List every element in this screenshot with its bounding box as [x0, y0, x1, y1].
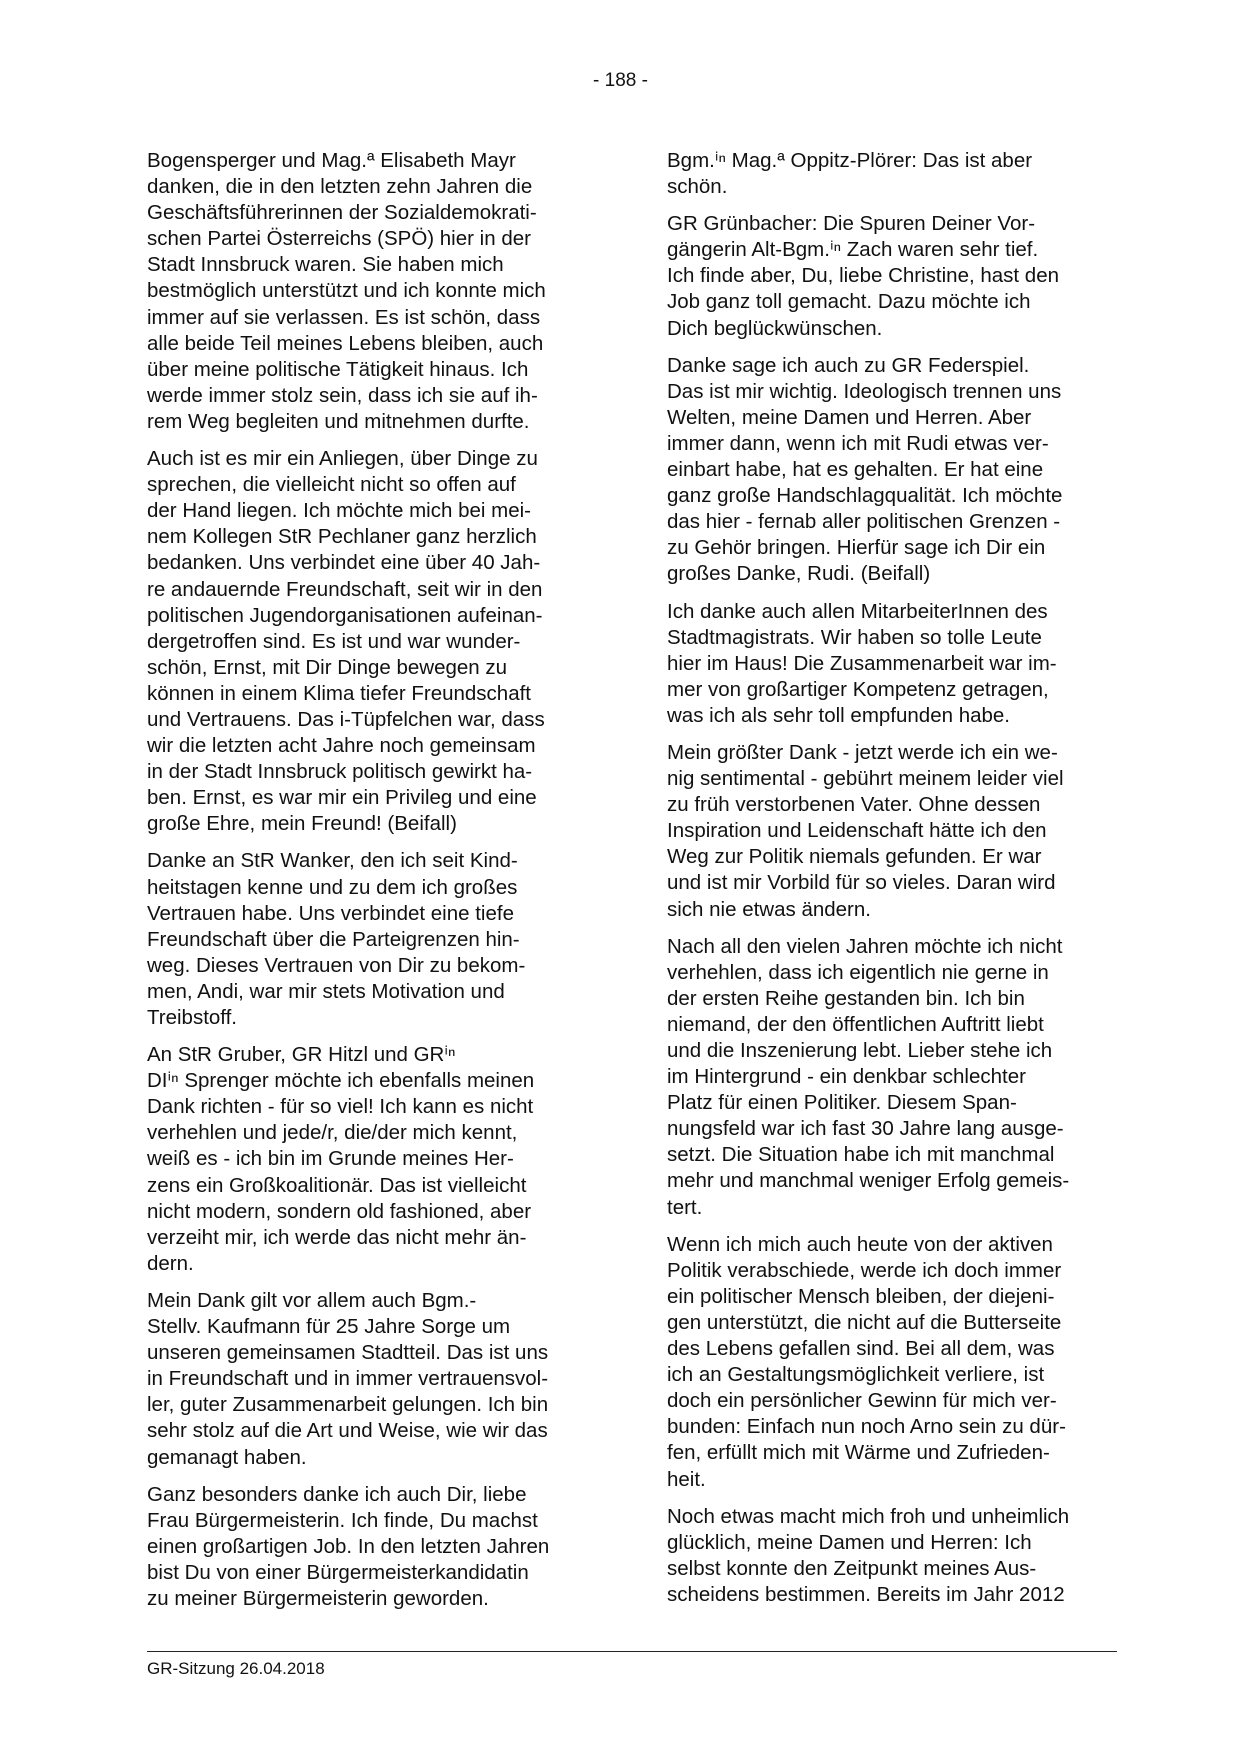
paragraph: Danke sage ich auch zu GR Federspiel. Das ist mir wichtig. Ideologisch trennen uns Welten, meine Damen und Herren. Aber immer dann, wenn ich mit Rudi etwas ver- einbart habe, hat es gehalten. Er hat eine ganz große Handschlagqualität. Ich möchte das hier - fernab aller politischen Grenzen - zu Gehör bringen. Hierfür sage ich Dir ein großes Danke, Rudi. (Beifall): [667, 353, 1063, 586]
paragraph: Noch etwas macht mich froh und unheimlich glücklich, meine Damen und Herren: Ich selbst konnte den Zeitpunkt meines Aus- scheidens bestimmen. Bereits im Jahr 2012: [667, 1504, 1070, 1606]
right-column: [667, 148, 1127, 1619]
page-number: - 188 -: [593, 70, 648, 91]
paragraph: Auch ist es mir ein Anliegen, über Dinge zu sprechen, die vielleicht nicht so offen auf der Hand liegen. Ich möchte mich bei mei- nem Kollegen StR Pechlaner ganz herzlich bedanken. Uns verbindet eine über 40 Jah- re andauernde Freundschaft, seit wir in den politischen Jugendorganisationen aufeinan- dergetroffen sind. Es ist und war wunder- schön, Ernst, mit Dir Dinge bewegen zu können in einem Klima tiefer Freundschaft und Vertrauens. Das i-Tüpfelchen war, dass wir die letzten acht Jahre noch gemeinsam in der Stadt Innsbruck politisch gewirkt ha- ben. Ernst, es war mir ein Privileg und eine große Ehre, mein Freund! (Beifall): [147, 447, 545, 836]
paragraph: Nach all den vielen Jahren möchte ich nicht verhehlen, dass ich eigentlich nie gerne in der ersten Reihe gestanden bin. Ich bin niemand, der den öffentlichen Auftritt liebt und die Inszenierung lebt. Lieber stehe ich im Hintergrund - ein denkbar schlechter Platz für einen Politiker. Diesem Span- nungsfeld war ich fast 30 Jahre lang ausge- setzt. Die Situation habe ich mit manchmal mehr und manchmal weniger Erfolg gemeis- tert.: [667, 934, 1070, 1219]
footer-session-date: GR-Sitzung 26.04.2018: [147, 1659, 325, 1678]
paragraph: Ganz besonders danke ich auch Dir, liebe Frau Bürgermeisterin. Ich finde, Du machst einen großartigen Job. In den letzten Jahren bist Du von einer Bürgermeisterkandidatin zu meiner Bürgermeisterin geworden.: [147, 1482, 550, 1610]
paragraph: Ich danke auch allen MitarbeiterInnen des Stadtmagistrats. Wir haben so tolle Leute hier im Haus! Die Zusammenarbeit war im- mer von großartiger Kompetenz getragen, was ich als sehr toll empfunden habe.: [667, 599, 1057, 727]
footer-divider: [147, 1651, 1117, 1652]
paragraph: Wenn ich mich auch heute von der aktiven Politik verabschiede, werde ich doch immer ein politischer Mensch bleiben, der diejeni- gen unterstützt, die nicht auf die Butterseite des Lebens gefallen sind. Bei all dem, was ich an Gestaltungsmöglichkeit verliere, ist doch ein persönlicher Gewinn für mich ver- bunden: Einfach nun noch Arno sein zu dür- fen, erfüllt mich mit Wärme und Zufrieden- heit.: [667, 1232, 1066, 1491]
paragraph: An StR Gruber, GR Hitzl und GRⁱⁿ DIⁱⁿ Sprenger möchte ich ebenfalls meinen Dank richten - für so viel! Ich kann es nicht verhehlen und jede/r, die/der mich kennt, weiß es - ich bin im Grunde meines Her- zens ein Großkoalitionär. Das ist vielleicht nicht modern, sondern old fashioned, aber verzeiht mir, ich werde das nicht mehr än- dern.: [147, 1043, 535, 1275]
paragraph: Mein Dank gilt vor allem auch Bgm.- Stellv. Kaufmann für 25 Jahre Sorge um unseren gemeinsamen Stadtteil. Das ist uns in Freundschaft und in immer vertrauensvol- ler, guter Zusammenarbeit gelungen. Ich bin sehr stolz auf die Art und Weise, wie wir das gemanagt haben.: [147, 1288, 549, 1469]
paragraph: Danke an StR Wanker, den ich seit Kind- heitstagen kenne und zu dem ich großes Vertrauen habe. Uns verbindet eine tiefe Freundschaft über die Parteigrenzen hin- weg. Dieses Vertrauen von Dir zu bekom- men, Andi, war mir stets Motivation und Treibstoff.: [147, 849, 526, 1029]
paragraph: Bgm.ⁱⁿ Mag.ª Oppitz-Plörer: Das ist aber schön.: [667, 149, 1033, 199]
paragraph: Mein größter Dank - jetzt werde ich ein we- nig sentimental - gebührt meinem leider viel zu früh verstorbenen Vater. Ohne dessen Inspiration und Leidenschaft hätte ich den Weg zur Politik niemals gefunden. Er war und ist mir Vorbild für so vieles. Daran wird sich nie etwas ändern.: [667, 740, 1064, 921]
paragraph: GR Grünbacher: Die Spuren Deiner Vor- gängerin Alt-Bgm.ⁱⁿ Zach waren sehr tief. Ich finde aber, Du, liebe Christine, hast den Job ganz toll gemacht. Dazu möchte ich Dich beglückwünschen.: [667, 212, 1060, 340]
paragraph: Bogensperger und Mag.ª Elisabeth Mayr danken, die in den letzten zehn Jahren die Geschäftsführerinnen der Sozialdemokrati- schen Partei Österreichs (SPÖ) hier in der Stadt Innsbruck waren. Sie haben mich bestmöglich unterstützt und ich konnte mich immer auf sie verlassen. Es ist schön, dass alle beide Teil meines Lebens bleiben, auch über meine politische Tätigkeit hinaus. Ich werde immer stolz sein, dass ich sie auf ih- rem Weg begleiten und mitnehmen durfte.: [147, 149, 546, 433]
left-column: [147, 148, 607, 1623]
